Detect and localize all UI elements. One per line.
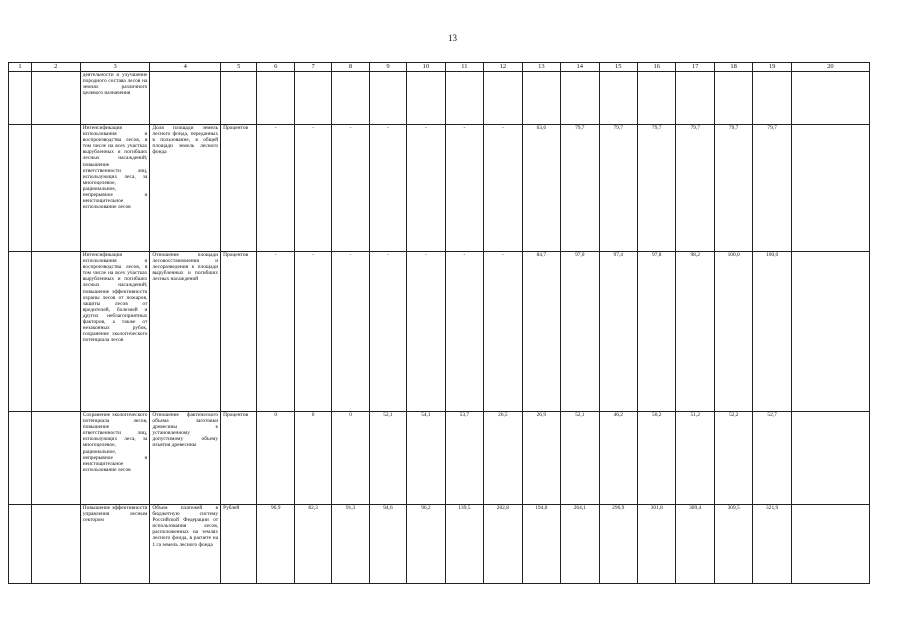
value-cell: 0 [257,412,294,505]
column-header: 6 [257,63,294,72]
value-cell: 50,2 [637,412,675,505]
value-cell: 98,2 [676,252,714,412]
value-cell: 100,0 [714,252,752,412]
value-cell: 139,5 [445,505,483,584]
definition-cell: Доля площади земель лесного фонда, переданных в пользование, в общей площади земель лесного фонда [150,125,221,252]
value-cell: - [445,125,483,252]
value-cell: 309,5 [714,505,752,584]
value-cell: 0 [332,412,369,505]
column-header: 16 [637,63,675,72]
value-cell [257,72,294,125]
unit-cell: Рублей [221,505,257,584]
value-cell: 79,7 [753,125,791,252]
value-cell [714,72,752,125]
column-header: 20 [791,63,869,72]
column-header: 13 [522,63,560,72]
unit-cell [221,72,257,125]
value-cell: - [445,252,483,412]
note-cell [791,72,869,125]
value-cell [599,72,637,125]
column-header: 3 [80,63,150,72]
table-row [9,72,870,125]
column-header: 14 [561,63,599,72]
value-cell: 79,7 [676,125,714,252]
table-row [9,125,870,252]
value-cell: 63,6 [522,125,560,252]
indicator-cell: Интенсификация использования и воспроизводства лесов, в том числе на всех участках вырубленных и погибших лесных насаждений; повышение эффективности охраны лесов от пожаров, защиты лесов от вредителей, болезней и других неблагоприятных факторов, а также от незаконных рубок, сохранение экологического потенциала лесов [80,252,150,412]
value-cell [332,72,369,125]
unit-cell: Процентов [221,125,257,252]
value-cell: - [294,252,331,412]
column-header: 15 [599,63,637,72]
goal-cell [9,125,32,252]
definition-cell [150,72,221,125]
value-cell: 79,7 [714,125,752,252]
column-header: 8 [332,63,369,72]
task-cell [31,72,80,125]
value-cell [561,72,599,125]
value-cell: 100,0 [753,252,791,412]
goal-cell [9,72,32,125]
value-cell: - [332,252,369,412]
value-cell: 97,8 [637,252,675,412]
goal-cell [9,252,32,412]
column-header: 18 [714,63,752,72]
note-cell [791,412,869,505]
unit-cell: Процентов [221,412,257,505]
value-cell: - [257,125,294,252]
indicators-table [8,62,870,584]
column-header: 12 [484,63,522,72]
value-cell [753,72,791,125]
table-row [9,252,870,412]
indicator-cell: Сохранение экологического потенциала лесов, повышение ответственности лиц, использующих леса, за многоцелевое, рациональное, непрерывное и неистощительное использование лесов [80,412,150,505]
value-cell: 54,1 [407,412,445,505]
column-header: 7 [294,63,331,72]
unit-cell: Процентов [221,252,257,412]
value-cell: - [369,125,406,252]
value-cell: 96,2 [407,505,445,584]
column-header: 10 [407,63,445,72]
column-header: 19 [753,63,791,72]
value-cell: 97,0 [561,252,599,412]
definition-cell: Отношение площади лесовосстановления и лесоразведения к площади вырубленных и погибших лесных насаждений [150,252,221,412]
task-cell [31,412,80,505]
value-cell: - [332,125,369,252]
value-cell: 96,9 [257,505,294,584]
column-header: 11 [445,63,483,72]
column-header: 1 [9,63,32,72]
value-cell: 79,7 [637,125,675,252]
column-header: 4 [150,63,221,72]
value-cell [522,72,560,125]
definition-cell: Объем платежей в бюджетную систему Российской Федерации от использования лесов, расположенных на землях лесного фонда, в расчете на 1 га земель лесного фонда [150,505,221,584]
task-cell [31,252,80,412]
value-cell: 94,6 [369,505,406,584]
value-cell: 53,7 [445,412,483,505]
note-cell [791,505,869,584]
value-cell: - [294,125,331,252]
indicator-cell: Повышение эффективности управления лесным сектором [80,505,150,584]
value-cell [676,72,714,125]
value-cell: 309,4 [676,505,714,584]
value-cell: 97,4 [599,252,637,412]
value-cell [637,72,675,125]
value-cell [484,72,522,125]
value-cell [407,72,445,125]
value-cell: 296,9 [599,505,637,584]
indicator-cell: Интенсификация использования и воспроизводства лесов, в том числе на всех участках вырубленных и погибших лесных насаждений; повышение ответственности лиц, использующих леса, за многоцелевое, рациональное, непрерывное и неистощительное использование лесов [80,125,150,252]
goal-cell [9,505,32,584]
value-cell: 52,1 [369,412,406,505]
note-cell [791,252,869,412]
value-cell: 52,7 [753,412,791,505]
value-cell: 321,9 [753,505,791,584]
value-cell [294,72,331,125]
task-cell [31,125,80,252]
value-cell: - [369,252,406,412]
value-cell: 0 [294,412,331,505]
column-header: 5 [221,63,257,72]
value-cell [445,72,483,125]
value-cell: 202,8 [484,505,522,584]
value-cell: - [484,125,522,252]
value-cell: 79,7 [561,125,599,252]
column-header: 9 [369,63,406,72]
value-cell: 26,5 [484,412,522,505]
value-cell: 91,3 [332,505,369,584]
value-cell: 26,9 [522,412,560,505]
value-cell: 84,7 [522,252,560,412]
definition-cell: Отношение фактического объема заготовки древесины к установленному допустимому объему изъятия древесины [150,412,221,505]
value-cell: 46,2 [599,412,637,505]
value-cell: 51,2 [676,412,714,505]
indicator-cell: деятельности и улучшение породного состава лесов на землях различного целевого назначения [80,72,150,125]
value-cell: 52,2 [714,412,752,505]
value-cell: - [257,252,294,412]
task-cell [31,505,80,584]
column-header: 2 [31,63,80,72]
value-cell [369,72,406,125]
value-cell: 82,3 [294,505,331,584]
value-cell: - [407,125,445,252]
column-number-row [9,63,870,72]
value-cell: - [484,252,522,412]
note-cell [791,125,869,252]
value-cell: 264,1 [561,505,599,584]
table-row [9,505,870,584]
value-cell: 194,0 [522,505,560,584]
value-cell: 79,7 [599,125,637,252]
value-cell: 301,8 [637,505,675,584]
goal-cell [9,412,32,505]
value-cell: 52,1 [561,412,599,505]
table-row [9,412,870,505]
column-header: 17 [676,63,714,72]
value-cell: - [407,252,445,412]
page-number: 13 [448,33,457,43]
